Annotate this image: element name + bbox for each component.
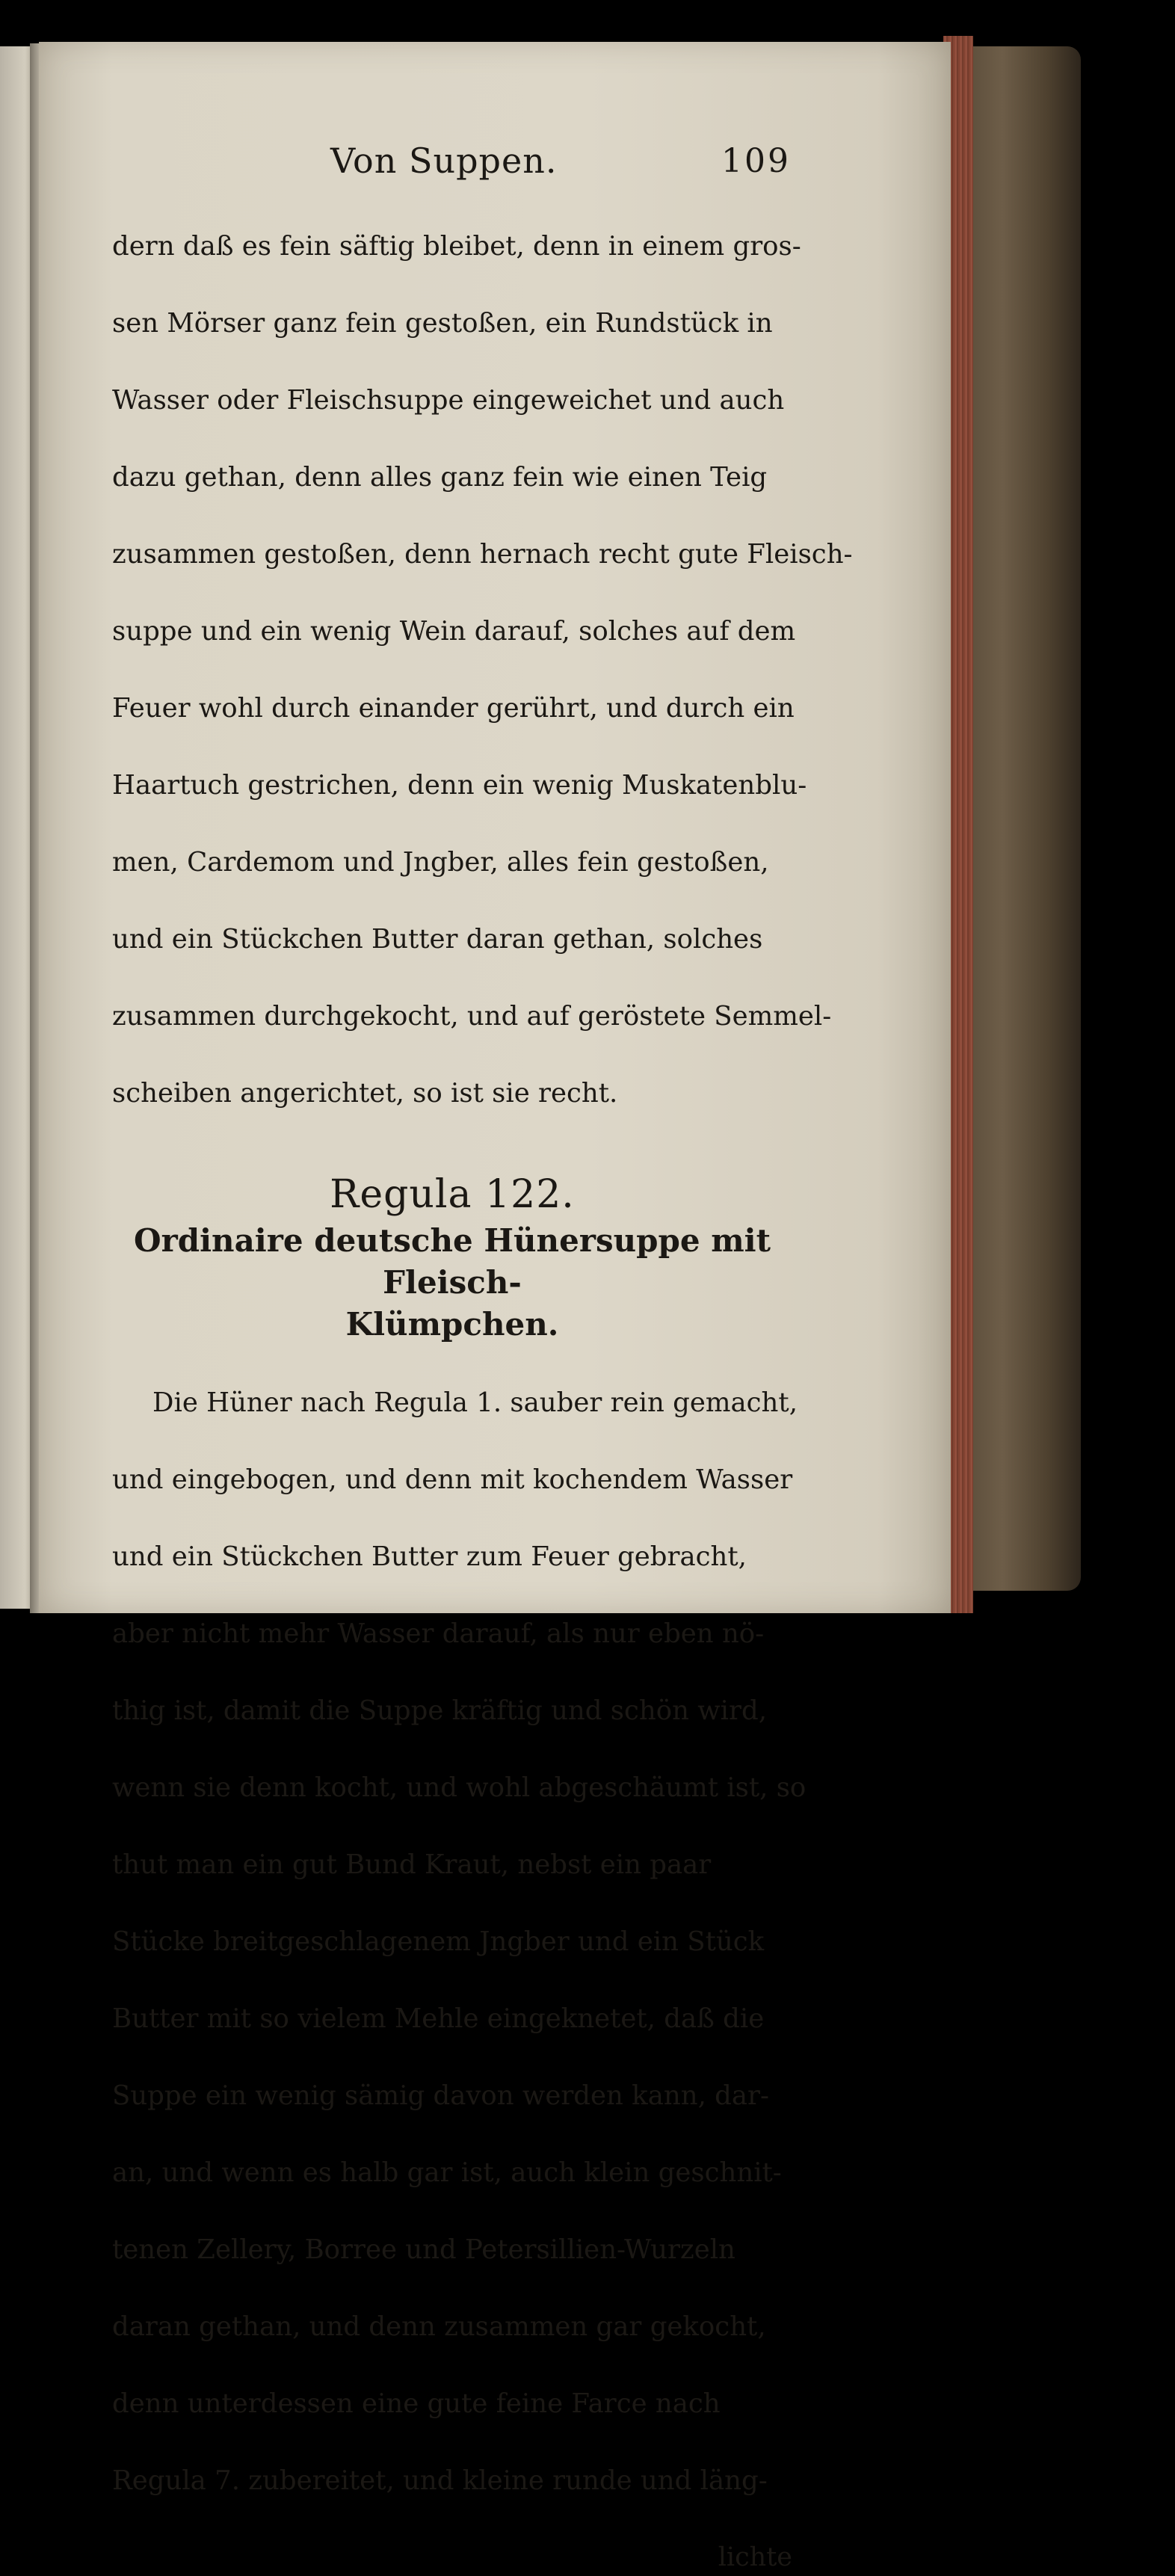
regula-heading: Regula 122. [330, 1171, 575, 1217]
text-line: zusammen gestoßen, denn hernach recht gute Fleisch- [112, 538, 853, 570]
text-line: Regula 7. zubereitet, und kleine runde und läng- [112, 2465, 768, 2496]
recipe-title-line: Klümpchen. [345, 1305, 559, 1343]
running-title: Von Suppen. [330, 141, 558, 181]
text-line: denn unterdessen eine gute feine Farce nach [112, 2388, 721, 2419]
running-head [112, 141, 792, 188]
text-line: Haartuch gestrichen, denn ein wenig Muskatenblu- [112, 769, 807, 801]
text-line: Wasser oder Fleischsuppe eingeweichet und auch [112, 384, 785, 416]
text-line: aber nicht mehr Wasser darauf, als nur eben nö- [112, 1618, 765, 1649]
text-line: suppe und ein wenig Wein darauf, solches auf dem [112, 615, 796, 647]
text-line: Feuer wohl durch einander gerührt, und durch ein [112, 692, 795, 724]
text-line: an, und wenn es halb gar ist, auch klein geschnit- [112, 2157, 782, 2188]
text-line: und ein Stückchen Butter zum Feuer gebracht, [112, 1541, 747, 1572]
catchword: lichte [718, 2542, 792, 2572]
text-line: und eingebogen, und denn mit kochendem Wasser [112, 1464, 793, 1495]
text-line: thut man ein gut Bund Kraut, nebst ein paar [112, 1849, 712, 1880]
text-line: Butter mit so vielem Mehle eingeknetet, daß die [112, 2003, 765, 2034]
text-line: men, Cardemom und Jngber, alles fein gestoßen, [112, 846, 769, 878]
page-text [112, 141, 853, 2576]
text-line: thig ist, damit die Suppe kräftig und schön wird, [112, 1695, 768, 1726]
text-line: sen Mörser ganz fein gestoßen, ein Rundstück in [112, 307, 773, 339]
book-cover [969, 46, 1081, 1591]
text-line: dern daß es fein säftig bleibet, denn in einem gros- [112, 230, 801, 262]
text-line: zusammen durchgekocht, und auf geröstete Semmel- [112, 1000, 832, 1032]
page-number: 109 [721, 142, 791, 180]
text-line: dazu gethan, denn alles ganz fein wie einen Teig [112, 461, 768, 493]
text-line: Stücke breitgeschlagenem Jngber und ein Stück [112, 1926, 765, 1957]
text-line: Die Hüner nach Regula 1. sauber rein gemacht, [152, 1387, 798, 1418]
text-line: Suppe ein wenig sämig davon werden kann, dar- [112, 2080, 770, 2111]
text-line: scheiben angerichtet, so ist sie recht. [112, 1077, 618, 1109]
text-line: tenen Zellery, Borree und Petersillien-Wurzeln [112, 2234, 735, 2265]
paragraph-continued [112, 188, 853, 1151]
text-line: daran gethan, und denn zusammen gar gekocht, [112, 2311, 766, 2342]
text-line: und ein Stückchen Butter daran gethan, solches [112, 923, 763, 955]
recipe-paragraph [112, 1346, 807, 2539]
recipe-title-line: Ordinaire deutsche Hünersuppe mit Fleisch- [134, 1221, 771, 1301]
text-line: wenn sie denn kocht, und wohl abgeschäumt ist, so [112, 1772, 807, 1803]
recipe-title [112, 1220, 792, 1346]
